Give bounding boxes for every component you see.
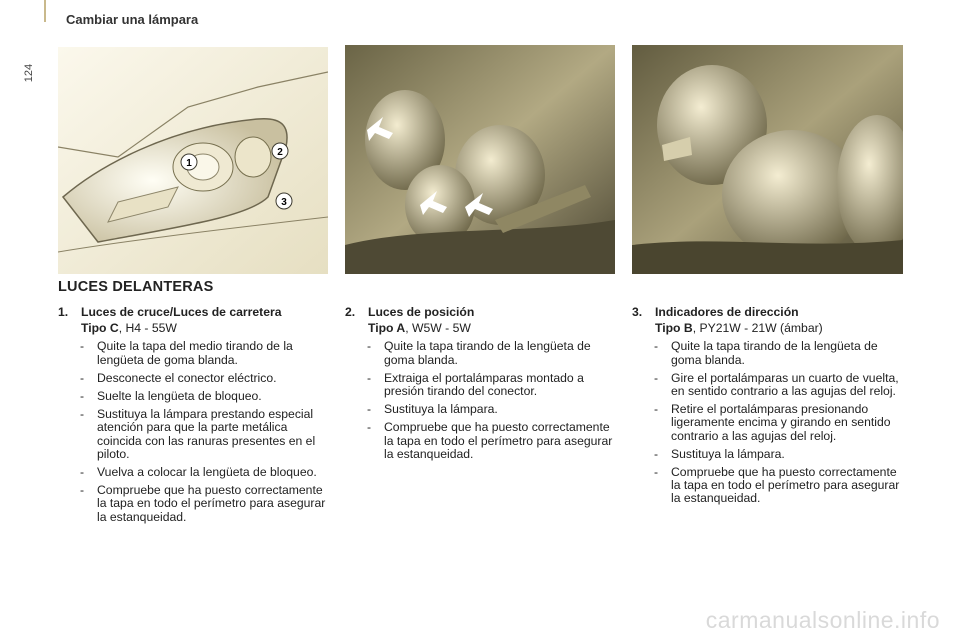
step-text: Gire el portalámparas un cuarto de vuelta, en sentido contrario a las agujas del reloj. [671,370,899,399]
step [367,340,615,366]
item-heading [58,306,328,319]
page-heading: LUCES DELANTERAS [58,279,214,295]
step-dash: - [654,339,659,354]
step [80,390,328,403]
step [367,372,615,398]
item-heading [345,306,615,319]
bulb-type-label: Tipo C [81,321,119,336]
section-low-high-beam [58,306,328,529]
step-dash: - [80,465,85,480]
item-number: 3. [632,305,643,319]
step-text: Sustituya la lámpara. [671,446,785,461]
step-text: Sustituya la lámpara prestando especial atención para que la parte metálica coincida con las ranuras presentes en el piloto. [97,407,316,461]
step-text: Quite la tapa del medio tirando de la lengüeta de goma blanda. [97,339,293,367]
callout-2: 2 [277,147,283,158]
page-number: 124 [23,63,35,83]
step-text: Vuelva a colocar la lengüeta de bloqueo. [97,465,317,480]
step-dash: - [80,483,85,498]
step-dash: - [367,402,372,417]
step-text: Compruebe que ha puesto correctamente la tapa en todo el perímetro para asegurar la estanqueidad. [97,483,326,524]
bulb-type-value: , H4 - 55W [118,321,177,336]
step-text: Quite la tapa tirando de la lengüeta de goma blanda. [384,339,591,367]
step [80,372,328,385]
step-dash: - [80,370,85,385]
bulb-type [58,322,328,335]
step-dash: - [80,339,85,354]
step-dash: - [80,389,85,404]
step [654,403,907,443]
item-heading [632,306,907,319]
step-text: Extraiga el portalámparas montado a presión tirando del conector. [384,370,584,399]
step-text: Compruebe que ha puesto correctamente la tapa en todo el perímetro para asegurar la estanqueidad. [671,465,900,506]
step [80,408,328,461]
bulb-type-value: , PY21W - 21W (ámbar) [692,321,823,336]
item-title: Luces de cruce/Luces de carretera [81,305,282,319]
step-text: Desconecte el conector eléctrico. [97,370,277,385]
callout-3: 3 [281,197,287,208]
step-dash: - [654,465,659,480]
item-number: 1. [58,305,69,319]
step-text: Quite la tapa tirando de la lengüeta de goma blanda. [671,339,878,367]
item-number: 2. [345,305,356,319]
step-text: Suelte la lengüeta de bloqueo. [97,389,262,404]
bulb-type [632,322,907,335]
steps-list [345,340,615,461]
section-position-lights [345,306,615,466]
step [80,340,328,366]
item-title: Luces de posición [368,305,475,319]
bulb-type-label: Tipo A [368,321,406,336]
steps-list [632,340,907,505]
step-dash: - [80,407,85,422]
watermark: carmanualsonline.info [705,607,940,633]
bulb-type-value: , W5W - 5W [405,321,471,336]
item-title: Indicadores de dirección [655,305,799,319]
step-dash: - [654,402,659,417]
bulb-type-label: Tipo B [655,321,693,336]
step-dash: - [654,446,659,461]
callout-1: 1 [186,158,192,169]
step [654,372,907,398]
page-side-bar [44,0,46,22]
section-title: Cambiar una lámpara [66,12,199,27]
step-text: Retire el portalámparas presionando ligeramente encima y girando en sentido contrario a las agujas del reloj. [671,402,891,443]
step [80,484,328,524]
section-indicators [632,306,907,511]
step-text: Compruebe que ha puesto correctamente la tapa en todo el perímetro para asegurar la estanqueidad. [384,420,613,461]
step [367,421,615,461]
step [654,448,907,461]
step [654,340,907,366]
step-dash: - [367,420,372,435]
bulb-type [345,322,615,335]
step [367,403,615,416]
headlamp-illustration [58,47,328,274]
step-dash: - [367,339,372,354]
step-dash: - [654,370,659,385]
steps-list [58,340,328,523]
step-text: Sustituya la lámpara. [384,402,498,417]
step-dash: - [367,370,372,385]
step [654,466,907,506]
engine-bay-illustration [345,45,615,274]
step [80,466,328,479]
indicator-illustration [632,45,903,274]
